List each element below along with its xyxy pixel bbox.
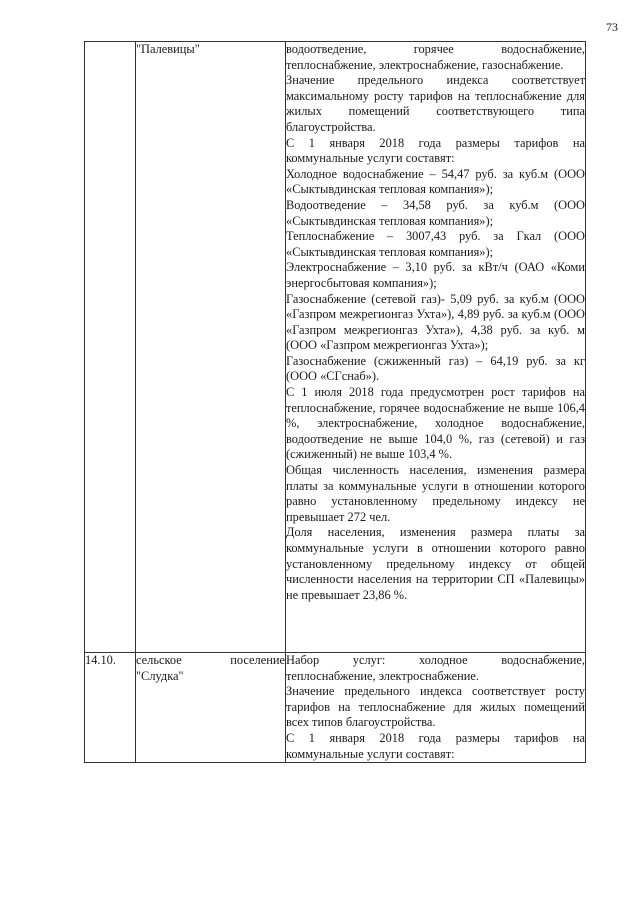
page-number: 73 bbox=[606, 20, 618, 34]
row-number-cell bbox=[85, 42, 136, 653]
paragraph: Газоснабжение (сжиженный газ) – 64,19 руб. за кг (ООО «СГснаб»). bbox=[286, 353, 585, 384]
paragraph: Общая численность населения, изменения размера платы за коммунальные услуги в отношении которого равно установленному предельному индексу не превышает 272 чел. bbox=[286, 463, 585, 524]
settlement-type-word: сельское bbox=[136, 653, 182, 667]
settlement-name: "Палевицы" bbox=[136, 42, 200, 56]
settlement-type-word: поселение bbox=[230, 653, 285, 667]
settlement-name-cell bbox=[136, 653, 286, 763]
description-cell bbox=[286, 42, 586, 653]
paragraph: Набор услуг: холодное водоснабжение, теплоснабжение, электроснабжение. bbox=[286, 653, 585, 683]
table-row bbox=[85, 653, 586, 763]
paragraph: Значение предельного индекса соответствует росту тарифов на теплоснабжение для жилых помещений всех типов благоустройства. bbox=[286, 684, 585, 730]
paragraph: С 1 января 2018 года размеры тарифов на коммунальные услуги составят: bbox=[286, 135, 585, 166]
paragraph: Доля населения, изменения размера платы за коммунальные услуги в отношении которого равно установленному предельному индексу от общей численности населения на территории СП «Палевицы» не превышает 23,86 %. bbox=[286, 525, 585, 602]
paragraph: Электроснабжение – 3,10 руб. за кВт/ч (ОАО «Коми энергосбытовая компания»); bbox=[286, 260, 585, 290]
paragraph: Значение предельного индекса соответствует максимальному росту тарифов на теплоснабжение для жилых помещений соответствующего типа благоустройства. bbox=[286, 73, 585, 134]
paragraph: С 1 июля 2018 года предусмотрен рост тарифов на теплоснабжение, горячее водоснабжение не выше 106,4 %, электроснабжение, холодное водоснабжение, водоотведение не выше 104,0 %, газ (сетевой) и газ (сжиженный) не выше 103,4 %. bbox=[286, 385, 585, 462]
settlement-name bbox=[136, 653, 285, 684]
paragraph: Теплоснабжение – 3007,43 руб. за Гкал (ООО «Сыктывдинская тепловая компания»); bbox=[286, 229, 585, 259]
tariff-table bbox=[84, 41, 586, 763]
settlement-name-cell bbox=[136, 42, 286, 653]
description-cell bbox=[286, 653, 586, 763]
paragraph: Водоотведение – 34,58 руб. за куб.м (ООО «Сыктывдинская тепловая компания»); bbox=[286, 197, 585, 228]
row-number: 14.10. bbox=[85, 653, 116, 667]
table-row bbox=[85, 42, 586, 653]
row-number-cell bbox=[85, 653, 136, 763]
paragraph: Газоснабжение (сетевой газ)- 5,09 руб. за куб.м (ООО «Газпром межрегионгаз Ухта»), 4,89 руб. за куб.м (ООО «Газпром межрегионгаз Ухта»), 4,38 руб. за куб. м (ООО «Газпром межрегионгаз Ухта»); bbox=[286, 291, 585, 353]
paragraph: водоотведение, горячее водоснабжение, теплоснабжение, электроснабжение, газоснабжение. bbox=[286, 42, 585, 72]
paragraph: Холодное водоснабжение – 54,47 руб. за куб.м (ООО «Сыктывдинская тепловая компания»); bbox=[286, 166, 585, 197]
paragraph: С 1 января 2018 года размеры тарифов на коммунальные услуги составят: bbox=[286, 730, 585, 761]
settlement-title: "Слудка" bbox=[136, 668, 184, 683]
